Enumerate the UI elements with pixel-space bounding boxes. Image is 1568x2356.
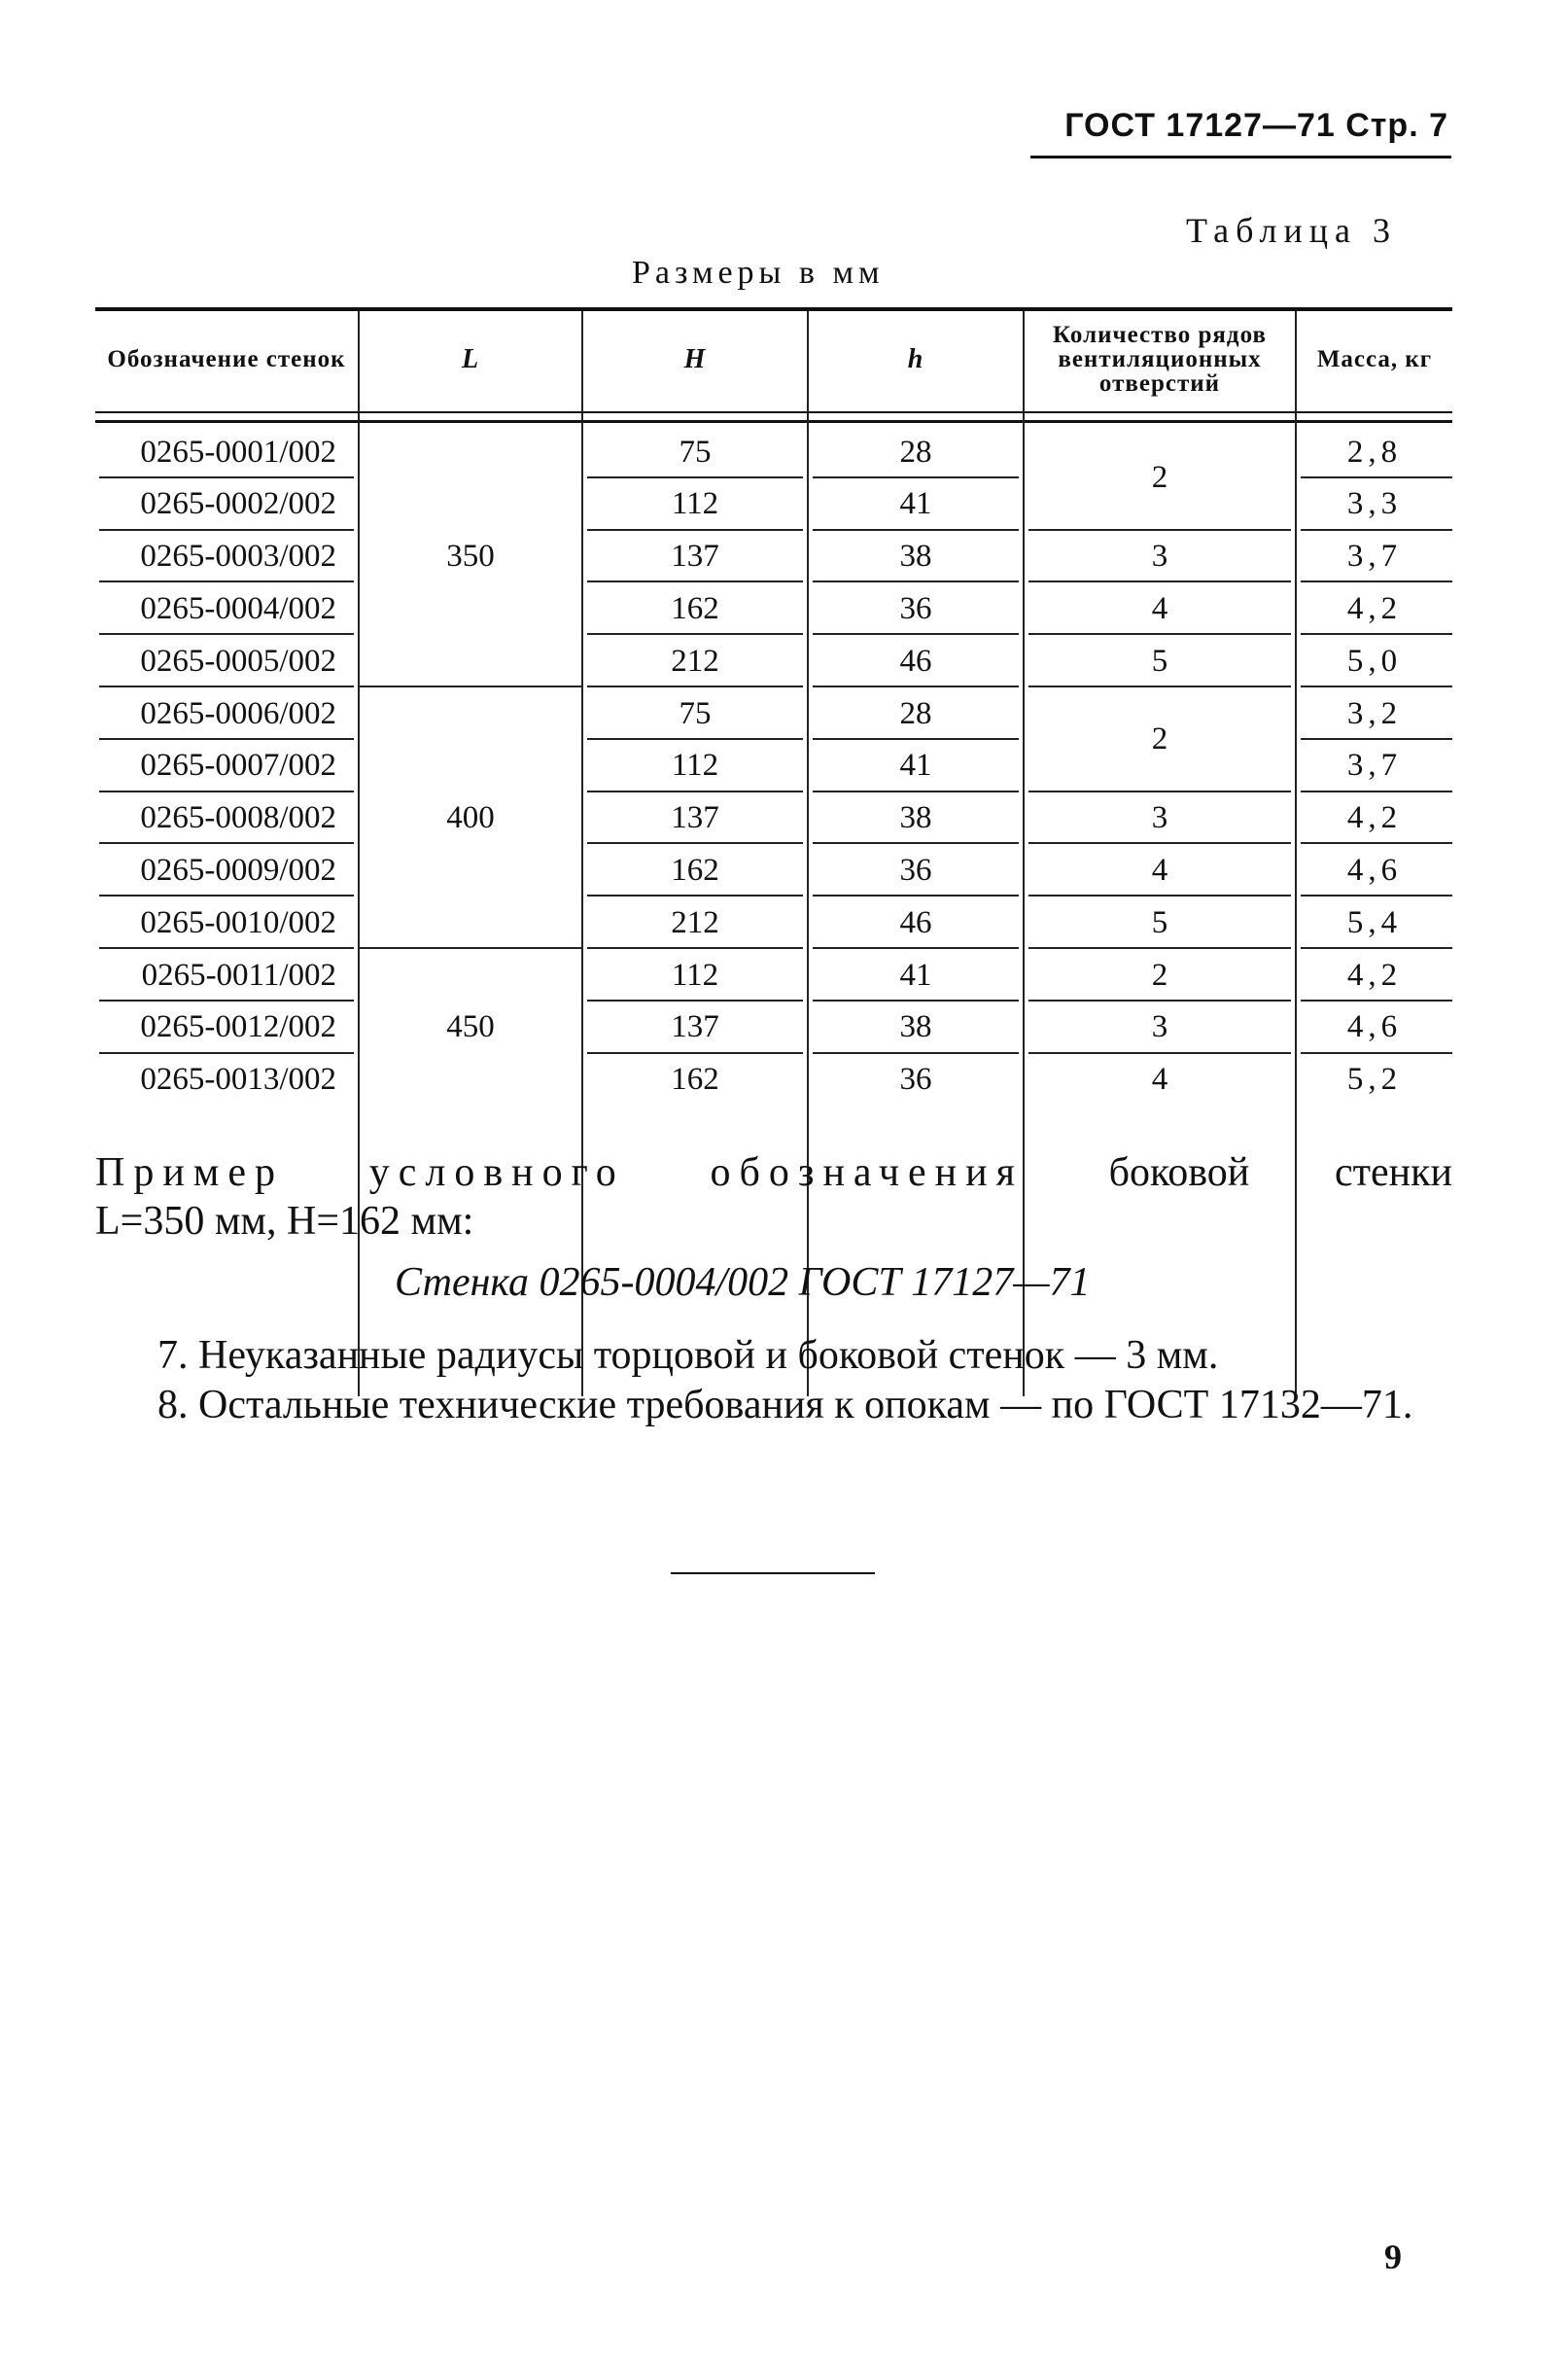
header-L: L [461,344,480,374]
cell-L-group: 400 [446,800,495,835]
cell-designation: 0265-0009/002 [140,852,336,888]
cell-H: 212 [671,643,719,679]
table-units-note: Размеры в мм [632,255,885,291]
cell-rows-count: 3 [1151,1009,1168,1045]
cell-H: 112 [671,957,719,993]
example-word: боковой [1108,1150,1250,1195]
header-h: h [907,344,924,374]
cell-H: 137 [671,1009,719,1045]
example-word: Пример [95,1150,285,1195]
cell-rows-count: 2 [1151,957,1168,993]
header-bottom-rule [95,411,1452,413]
cell-rows-count: 4 [1151,1062,1168,1098]
cell-rows-count: 4 [1151,590,1168,626]
cell-mass: 2,8 [1346,434,1403,470]
example-designation: Стенка 0265-0004/002 ГОСТ 17127—71 [395,1260,1091,1305]
cell-h: 36 [899,1062,932,1098]
header-rule [1030,156,1451,158]
example-word: стенки [1334,1150,1452,1195]
page-number: 9 [1384,2237,1402,2276]
cell-designation: 0265-0012/002 [140,1009,336,1045]
cell-designation: 0265-0001/002 [140,434,336,470]
cell-rows-count: 4 [1151,852,1168,888]
cell-H: 137 [671,539,719,575]
cell-mass: 3,3 [1346,486,1403,522]
example-word: условного [368,1150,625,1195]
cell-mass: 4,6 [1346,1009,1403,1045]
cell-designation: 0265-0005/002 [140,643,336,679]
cell-designation: 0265-0011/002 [141,957,336,993]
cell-H: 162 [671,590,719,626]
cell-h: 46 [899,904,932,940]
cell-h: 36 [899,852,932,888]
header-rows-count: Количество рядов вентиляционных отверстий [1053,322,1267,397]
cell-mass: 4,2 [1346,957,1403,993]
example-line-1 [95,1149,1452,1196]
example-word: обозначения [710,1150,1024,1195]
cell-rows-count: 5 [1151,643,1168,679]
cell-designation: 0265-0007/002 [140,748,336,784]
header-designation: Обозначение стенок [107,346,346,372]
cell-mass: 5,0 [1346,643,1403,679]
cell-mass: 3,7 [1346,539,1403,575]
cell-mass: 3,7 [1346,748,1403,784]
cell-h: 46 [899,643,932,679]
cell-h: 28 [899,695,932,731]
cell-mass: 4,6 [1346,852,1403,888]
cell-H: 75 [679,695,712,731]
header-H: H [683,344,707,374]
cell-rows-count: 3 [1151,539,1168,575]
cell-h: 38 [899,539,932,575]
cell-rows-count-merged: 2 [1151,460,1168,496]
item-8: 8. Остальные технические требования к опокам — по ГОСТ 17132—71. [157,1383,1413,1427]
cell-mass: 5,2 [1346,1062,1403,1098]
cell-h: 38 [899,800,932,836]
example-line-2: L=350 мм, H=162 мм: [95,1199,474,1244]
cell-h: 41 [899,486,932,522]
cell-designation: 0265-0004/002 [140,590,336,626]
cell-designation: 0265-0013/002 [140,1062,336,1098]
cell-H: 75 [679,434,712,470]
cell-mass: 4,2 [1346,800,1403,836]
cell-h: 28 [899,434,932,470]
cell-rows-count: 5 [1151,904,1168,940]
end-rule [671,1572,875,1574]
cell-mass: 5,4 [1346,904,1403,940]
item-7: 7. Неуказанные радиусы торцовой и боковой стенок — 3 мм. [157,1333,1219,1378]
cell-H: 162 [671,852,719,888]
cell-L-group: 450 [446,1009,495,1045]
cell-h: 41 [899,957,932,993]
header-bottom-rule-double [95,420,1452,423]
header-mass: Масса, кг [1316,346,1433,372]
cell-H: 112 [671,748,719,784]
document-header: ГОСТ 17127—71 Стр. 7 [1064,107,1448,144]
cell-h: 41 [899,748,932,784]
cell-designation: 0265-0008/002 [140,800,336,836]
cell-h: 38 [899,1009,932,1045]
cell-H: 137 [671,800,719,836]
cell-designation: 0265-0010/002 [140,904,336,940]
cell-rows-count: 3 [1151,800,1168,836]
cell-H: 112 [671,486,719,522]
cell-rows-count-merged: 2 [1151,721,1168,757]
cell-mass: 3,2 [1346,695,1403,731]
cell-mass: 4,2 [1346,590,1403,626]
table-label: Таблица 3 [1186,211,1397,250]
cell-H: 162 [671,1062,719,1098]
cell-L-group: 350 [446,539,495,574]
cell-designation: 0265-0002/002 [140,486,336,522]
cell-designation: 0265-0006/002 [140,695,336,731]
cell-h: 36 [899,590,932,626]
cell-H: 212 [671,904,719,940]
cell-designation: 0265-0003/002 [140,539,336,575]
